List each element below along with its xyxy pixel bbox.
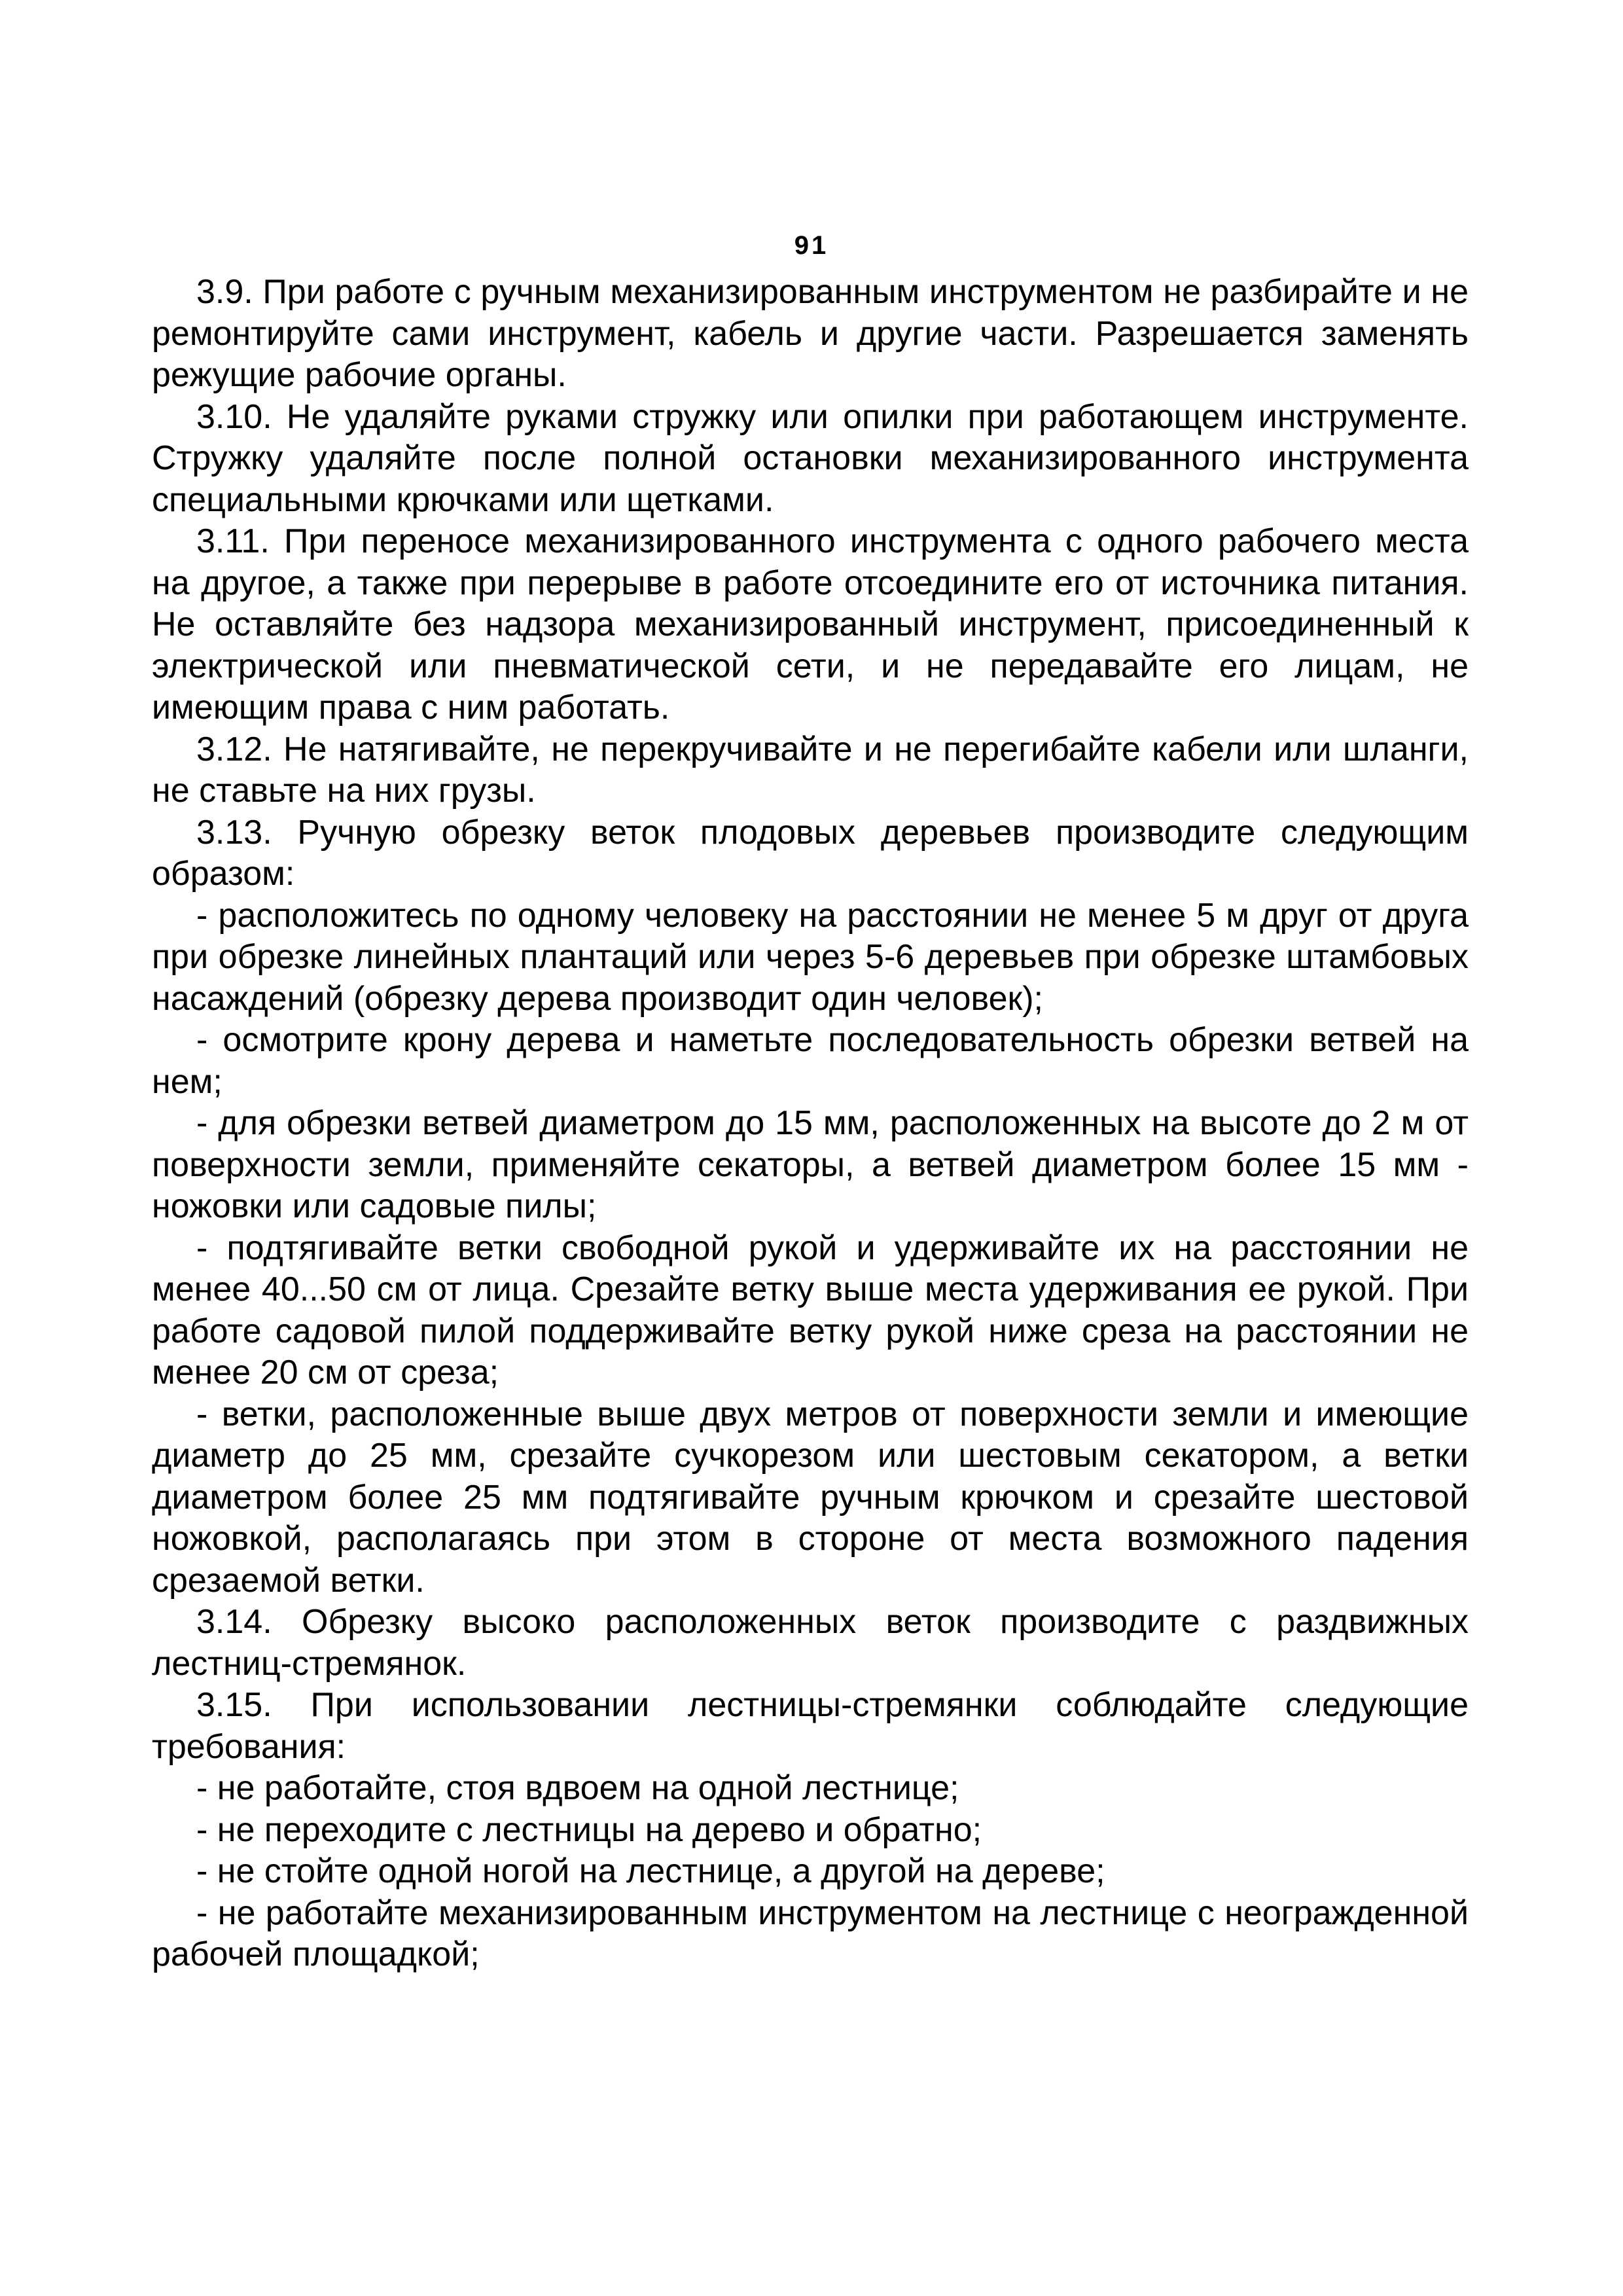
list-item: - расположитесь по одному человеку на расстоянии не менее 5 м друг от друга при обрезке линейных плантаций или через 5-6 деревьев при обрезке штамбовых насаждений (обрезку дерева производит один человек); (152, 896, 1469, 1018)
paragraph-3-13: 3.13. Ручную обрезку веток плодовых деревьев производите следующим образом: (152, 813, 1469, 893)
page-content (152, 272, 1469, 1976)
paragraph-3-15: 3.15. При использовании лестницы-стремянки соблюдайте следующие требования: (152, 1686, 1469, 1766)
paragraph-3-9: 3.9. При работе с ручным механизированным инструментом не разбирайте и не ремонтируйте сами инструмент, кабель и другие части. Разрешается заменять режущие рабочие органы. (152, 273, 1469, 394)
list-item: - не стойте одной ногой на лестнице, а другой на дереве; (196, 1852, 1105, 1890)
list-item: - не работайте, стоя вдвоем на одной лестнице; (196, 1769, 959, 1807)
paragraph-3-11: 3.11. При переносе механизированного инструмента с одного рабочего места на другое, а также при перерыве в работе отсоедините его от источника питания. Не оставляйте без надзора механизированный инструмент, присоединенный к электрической или пневматической сети, и не передавайте его лицам, не имеющим права с ним работать. (152, 522, 1469, 726)
list-item: - осмотрите крону дерева и наметьте последовательность обрезки ветвей на нем; (152, 1021, 1469, 1101)
list-item: - подтягивайте ветки свободной рукой и удерживайте их на расстоянии не менее 40...50 см от лица. Срезайте ветку выше места удерживания ее рукой. При работе садовой пилой поддерживайте ветку рукой ниже среза на расстоянии не менее 20 см от среза; (152, 1229, 1469, 1391)
list-item: - ветки, расположенные выше двух метров от поверхности земли и имеющие диаметр до 25 мм, срезайте сучкорезом или шестовым секатором, а ветки диаметром более 25 мм подтягивайте ручным крючком и срезайте шестовой ножовкой, располагаясь при этом в стороне от места возможного падения срезаемой ветки. (152, 1395, 1469, 1600)
paragraph-3-10: 3.10. Не удаляйте руками стружку или опилки при работающем инструменте. Стружку удаляйте после полной остановки механизированного инструмента специальными крючками или щетками. (152, 397, 1469, 519)
paragraph-3-12: 3.12. Не натягивайте, не перекручивайте и не перегибайте кабели или шланги, не ставьте на них грузы. (152, 730, 1469, 810)
list-item: - не работайте механизированным инструментом на лестнице с неогражденной рабочей площадкой; (152, 1893, 1469, 1973)
paragraph-3-14: 3.14. Обрезку высоко расположенных веток производите с раздвижных лестниц-стремянок. (152, 1603, 1469, 1683)
page-number: 91 (794, 231, 829, 260)
list-item: - для обрезки ветвей диаметром до 15 мм, расположенных на высоте до 2 м от поверхности земли, применяйте секаторы, а ветвей диаметром более 15 мм - ножовки или садовые пилы; (152, 1104, 1469, 1225)
list-item: - не переходите с лестницы на дерево и обратно; (196, 1810, 982, 1849)
